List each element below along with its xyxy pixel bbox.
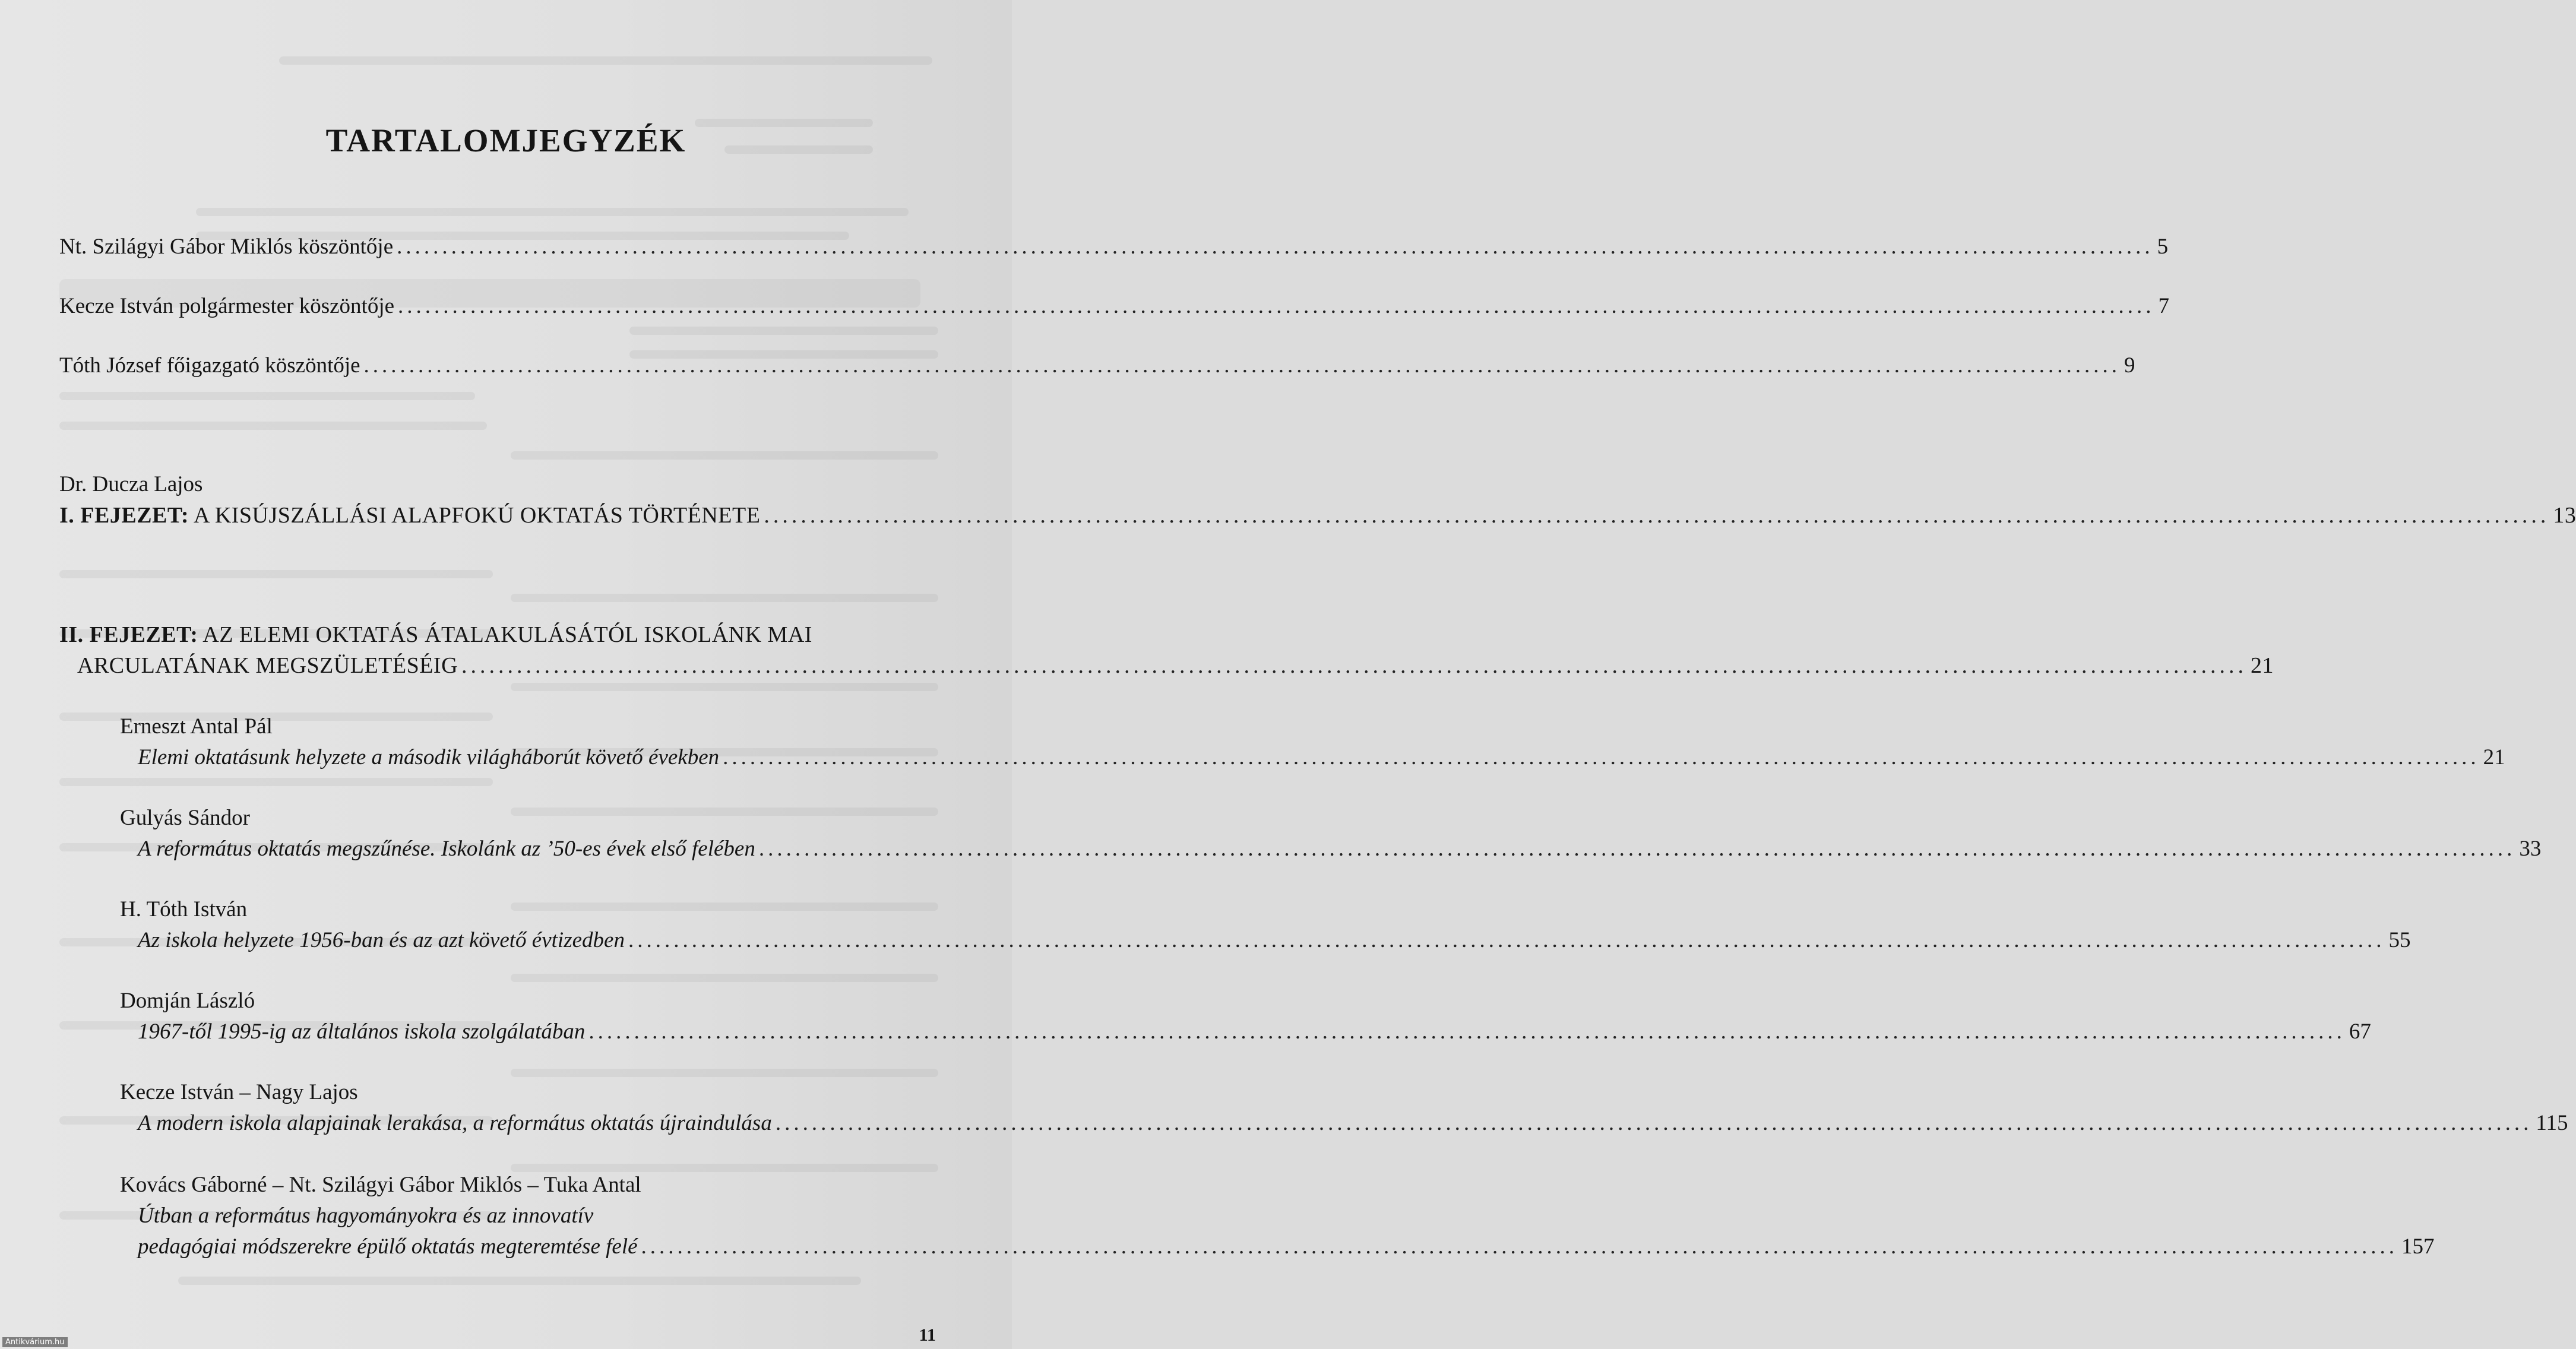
toc-entry[interactable]: [59, 291, 2170, 322]
entry-title: Tóth József főigazgató köszöntője: [59, 353, 360, 378]
section-title: A modern iskola alapjainak lerakása, a református oktatás újraindulása: [138, 1111, 772, 1135]
chapter-label: I. FEJEZET:: [59, 503, 189, 528]
chapter-title: A KISÚJSZÁLLÁSI ALAPFOKÚ OKTATÁS TÖRTÉNETE: [193, 503, 761, 528]
dot-leader: ..................................................................................................................................................................................................: [461, 653, 2248, 678]
page-number: 55: [2388, 928, 2411, 952]
dot-leader: ..................................................................................................................................................................................................: [764, 503, 2550, 528]
section-author: Kovács Gáborné – Nt. Szilágyi Gábor Miklós – Tuka Antal: [120, 1173, 641, 1197]
page-number: 157: [2401, 1234, 2435, 1259]
section-title-line-2: pedagógiai módszerekre épülő oktatás megteremtése felé: [138, 1234, 638, 1259]
section-author: Erneszt Antal Pál: [120, 714, 273, 739]
page-number: 7: [2158, 294, 2170, 318]
entry-title: Nt. Szilágyi Gábor Miklós köszöntője: [59, 235, 394, 259]
dot-leader: ..................................................................................................................................................................................................: [628, 928, 2385, 952]
section-entry[interactable]: [120, 1170, 2435, 1262]
section-title: Az iskola helyzete 1956-ban és az azt követő évtizedben: [138, 928, 625, 952]
page-title: TARTALOMJEGYZÉK: [325, 122, 686, 159]
dot-leader: ..................................................................................................................................................................................................: [723, 745, 2480, 770]
chapter-title-line-1: AZ ELEMI OKTATÁS ÁTALAKULÁSÁTÓL ISKOLÁNK MAI: [202, 622, 812, 647]
page-number: 9: [2124, 353, 2135, 378]
dot-leader: ..................................................................................................................................................................................................: [775, 1111, 2533, 1135]
watermark: Antikvárium.hu: [2, 1337, 68, 1347]
dot-leader: ..................................................................................................................................................................................................: [588, 1019, 2346, 1044]
chapter-1-entry[interactable]: [59, 469, 2576, 531]
section-entry[interactable]: [120, 1077, 2568, 1139]
section-entry[interactable]: [120, 803, 2542, 864]
section-entry[interactable]: [120, 986, 2371, 1047]
section-title: Elemi oktatásunk helyzete a második világháborút követő években: [138, 745, 720, 770]
dot-leader: ..................................................................................................................................................................................................: [398, 294, 2155, 318]
toc-entry[interactable]: [59, 350, 2135, 381]
toc-entry[interactable]: [59, 232, 2169, 262]
chapter-2-entry[interactable]: [59, 619, 2274, 681]
page-number: 21: [2251, 653, 2274, 678]
section-author: Gulyás Sándor: [120, 806, 250, 830]
section-title: A református oktatás megszűnése. Iskolánk az ’50-es évek első felében: [138, 837, 755, 861]
entry-title: Kecze István polgármester köszöntője: [59, 294, 395, 318]
section-author: Domján László: [120, 989, 255, 1013]
chapter-label: II. FEJEZET:: [59, 622, 198, 647]
dot-leader: ..................................................................................................................................................................................................: [363, 353, 2121, 378]
section-entry[interactable]: [120, 894, 2411, 956]
section-title: 1967-től 1995-ig az általános iskola szolgálatában: [138, 1019, 586, 1044]
section-entry[interactable]: [120, 711, 2505, 773]
page-number: 115: [2536, 1111, 2568, 1135]
chapter-author: Dr. Ducza Lajos: [59, 472, 203, 496]
folio-page-number: 11: [919, 1325, 936, 1345]
section-author: H. Tóth István: [120, 897, 248, 922]
page-number: 67: [2349, 1019, 2371, 1044]
dot-leader: ..................................................................................................................................................................................................: [641, 1234, 2398, 1259]
section-title-line-1: Útban a református hagyományokra és az innovatív: [138, 1204, 594, 1228]
dot-leader: ..................................................................................................................................................................................................: [758, 837, 2516, 861]
page-number: 33: [2519, 837, 2542, 861]
page-number: 13: [2553, 503, 2576, 528]
page-number: 5: [2157, 235, 2169, 259]
page-number: 21: [2483, 745, 2505, 770]
chapter-title-line-2: ARCULATÁNAK MEGSZÜLETÉSÉIG: [77, 653, 458, 678]
dot-leader: ..................................................................................................................................................................................................: [397, 235, 2154, 259]
section-author: Kecze István – Nagy Lajos: [120, 1080, 358, 1104]
